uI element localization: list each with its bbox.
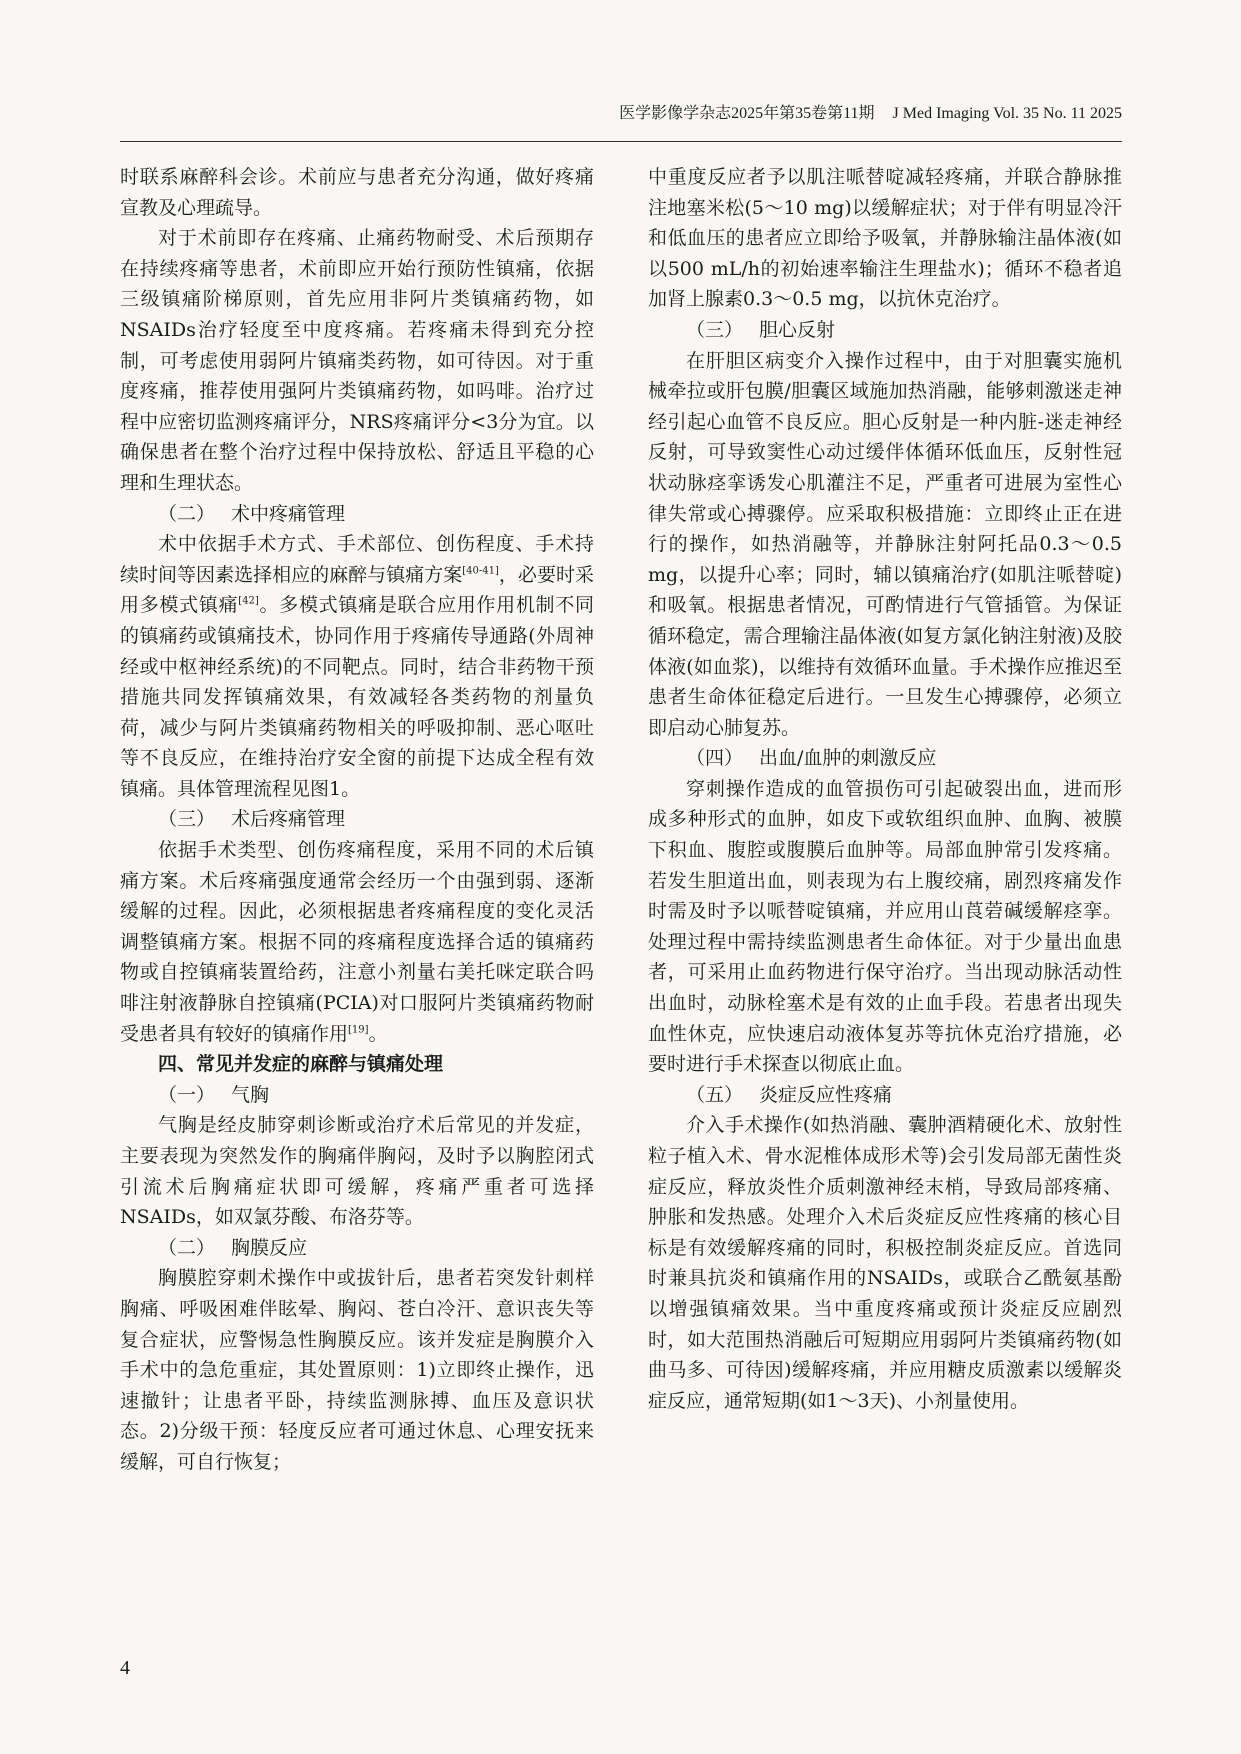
- citation: [42]: [238, 595, 259, 607]
- text-run: 依据手术类型、创伤疼痛程度，采用不同的术后镇痛方案。术后疼痛强度通常会经历一个由强到弱、逐渐缓解的过程。因此，必须根据患者疼痛程度的变化灵活调整镇痛方案。根据不同的疼痛程度选择合适的镇痛药物或自控镇痛装置给药，注意小剂量右美托咪定联合吗啡注射液静脉自控镇痛(PCIA)对口服阿片类镇痛药物耐受患者具有较好的镇痛作用: [120, 839, 594, 1045]
- heading-title: 术中疼痛管理: [231, 502, 346, 525]
- text-run: 。多模式镇痛是联合应用作用机制不同的镇痛药或镇痛技术，协同作用于疼痛传导通路(外周神经或中枢神经系统)的不同靶点。同时，结合非药物干预措施共同发挥镇痛效果，有效减轻各类药物的剂量负荷，减少与阿片类镇痛药物相关的呼吸抑制、恶心呕吐等不良反应，在维持治疗安全窗的前提下达成全程有效镇痛。具体管理流程见图1。: [120, 594, 594, 800]
- section-heading: 四、常见并发症的麻醉与镇痛处理: [158, 1053, 444, 1076]
- journal-title-cn: 医学影像学杂志2025年第35卷第11期: [619, 105, 875, 122]
- subsection-heading: [648, 1080, 1122, 1111]
- paragraph: 在肝胆区病变介入操作过程中，由于对胆囊实施机械牵拉或肝包膜/胆囊区域施加热消融，能够刺激迷走神经引起心血管不良反应。胆心反射是一种内脏-迷走神经反射，可导致窦性心动过缓伴体循环低血压，反射性冠状动脉痉挛诱发心肌灌注不足，严重者可进展为室性心律失常或心搏骤停。应采取积极措施：立即终止正在进行的操作，如热消融等，并静脉注射阿托品0.3～0.5 mg，以提升心率；同时，辅以镇痛治疗(如肌注哌替啶)和吸氧。根据患者情况，可酌情进行气管插管。为保证循环稳定，需合理输注晶体液(如复方氯化钠注射液)及胶体液(如血浆)，以维持有效循环血量。手术操作应推迟至患者生命体征稳定后进行。一旦发生心搏骤停，必须立即启动心肺复苏。: [648, 349, 1122, 739]
- paragraph: 气胸是经皮肺穿刺诊断或治疗术后常见的并发症，主要表现为突然发作的胸痛伴胸闷，及时予以胸腔闭式引流术后胸痛症状即可缓解，疼痛严重者可选择NSAIDs，如双氯芬酸、布洛芬等。: [120, 1114, 594, 1229]
- subsection-heading: [120, 1233, 594, 1264]
- heading-title: 炎症反应性疼痛: [759, 1083, 893, 1106]
- text-run: ，必要时采用多模式镇痛: [120, 563, 594, 617]
- heading-number: （三）: [158, 808, 216, 831]
- paragraph: [120, 835, 594, 1049]
- page-number: 4: [120, 1657, 130, 1679]
- subsection-heading: [120, 1080, 594, 1111]
- paragraph: 穿刺操作造成的血管损伤可引起破裂出血，进而形成多种形式的血肿，如皮下或软组织血肿、血胸、被膜下积血、腹腔或腹膜后血肿等。局部血肿常引发疼痛。若发生胆道出血，则表现为右上腹绞痛，剧烈疼痛发作时需及时予以哌替啶镇痛，并应用山莨菪碱缓解痉挛。处理过程中需持续监测患者生命体征。对于少量出血患者，可采用止血药物进行保守治疗。当出现动脉活动性出血时，动脉栓塞术是有效的止血手段。若患者出现失血性休克，应快速启动液体复苏等抗休克治疗措施，必要时进行手术探查以彻底止血。: [648, 777, 1122, 1076]
- left-column: [120, 162, 594, 1478]
- heading-number: （三）: [686, 318, 744, 341]
- running-header: [120, 103, 1122, 142]
- journal-title-en: J Med Imaging Vol. 35 No. 11 2025: [892, 105, 1122, 122]
- paragraph: 中重度反应者予以肌注哌替啶减轻疼痛，并联合静脉推注地塞米松(5～10 mg)以缓解症状；对于伴有明显冷汗和低血压的患者应立即给予吸氧，并静脉输注晶体液(如以500 mL/h的初始速率输注生理盐水)；循环不稳者追加肾上腺素0.3～0.5 mg，以抗休克治疗。: [648, 166, 1122, 311]
- paragraph: [120, 529, 594, 804]
- paragraph: 胸膜腔穿刺术操作中或拔针后，患者若突发针刺样胸痛、呼吸困难伴眩晕、胸闷、苍白冷汗、意识丧失等复合症状，应警惕急性胸膜反应。该并发症是胸膜介入手术中的急危重症，其处置原则：1)立即终止操作，迅速撤针；让患者平卧，持续监测脉搏、血压及意识状态。2)分级干预：轻度反应者可通过休息、心理安抚来缓解，可自行恢复；: [120, 1267, 594, 1473]
- heading-title: 胆心反射: [759, 318, 836, 341]
- heading-number: （二）: [158, 502, 216, 525]
- heading-number: （一）: [158, 1083, 216, 1106]
- text-run: 术中依据手术方式、手术部位、创伤程度、手术持续时间等因素选择相应的麻醉与镇痛方案: [120, 533, 594, 586]
- heading-number: （四）: [686, 747, 744, 770]
- text-run: 。: [368, 1022, 388, 1045]
- right-column: [648, 162, 1122, 1416]
- paragraph: 时联系麻醉科会诊。术前应与患者充分沟通，做好疼痛宣教及心理疏导。: [120, 166, 594, 219]
- heading-number: （五）: [686, 1083, 744, 1106]
- paragraph: 介入手术操作(如热消融、囊肿酒精硬化术、放射性粒子植入术、骨水泥椎体成形术等)会引发局部无菌性炎症反应，释放炎性介质刺激神经末梢，导致局部疼痛、肿胀和发热感。处理介入术后炎症反应性疼痛的核心目标是有效缓解疼痛的同时，积极控制炎症反应。首选同时兼具抗炎和镇痛作用的NSAIDs，或联合乙酰氨基酚以增强镇痛效果。当中重度疼痛或预计炎症反应剧烈时，如大范围热消融后可短期应用弱阿片类镇痛药物(如曲马多、可待因)缓解疼痛，并应用糖皮质激素以缓解炎症反应，通常短期(如1～3天)、小剂量使用。: [648, 1114, 1122, 1412]
- subsection-heading: [648, 743, 1122, 774]
- heading-title: 出血/血肿的刺激反应: [759, 747, 937, 770]
- heading-title: 胸膜反应: [231, 1236, 308, 1259]
- subsection-heading: [120, 499, 594, 530]
- heading-number: （二）: [158, 1236, 216, 1259]
- paragraph: 对于术前即存在疼痛、止痛药物耐受、术后预期存在持续疼痛等患者，术前即应开始行预防性镇痛，依据三级镇痛阶梯原则，首先应用非阿片类镇痛药物，如NSAIDs治疗轻度至中度疼痛。若疼痛未得到充分控制，可考虑使用弱阿片镇痛类药物，如可待因。对于重度疼痛，推荐使用强阿片类镇痛药物，如吗啡。治疗过程中应密切监测疼痛评分，NRS疼痛评分<3分为宜。以确保患者在整个治疗过程中保持放松、舒适且平稳的心理和生理状态。: [120, 227, 594, 494]
- citation: [19]: [348, 1024, 369, 1036]
- heading-title: 术后疼痛管理: [231, 808, 346, 831]
- subsection-heading: [120, 804, 594, 835]
- subsection-heading: [648, 315, 1122, 346]
- citation: [40-41]: [462, 565, 499, 577]
- heading-title: 气胸: [231, 1083, 270, 1106]
